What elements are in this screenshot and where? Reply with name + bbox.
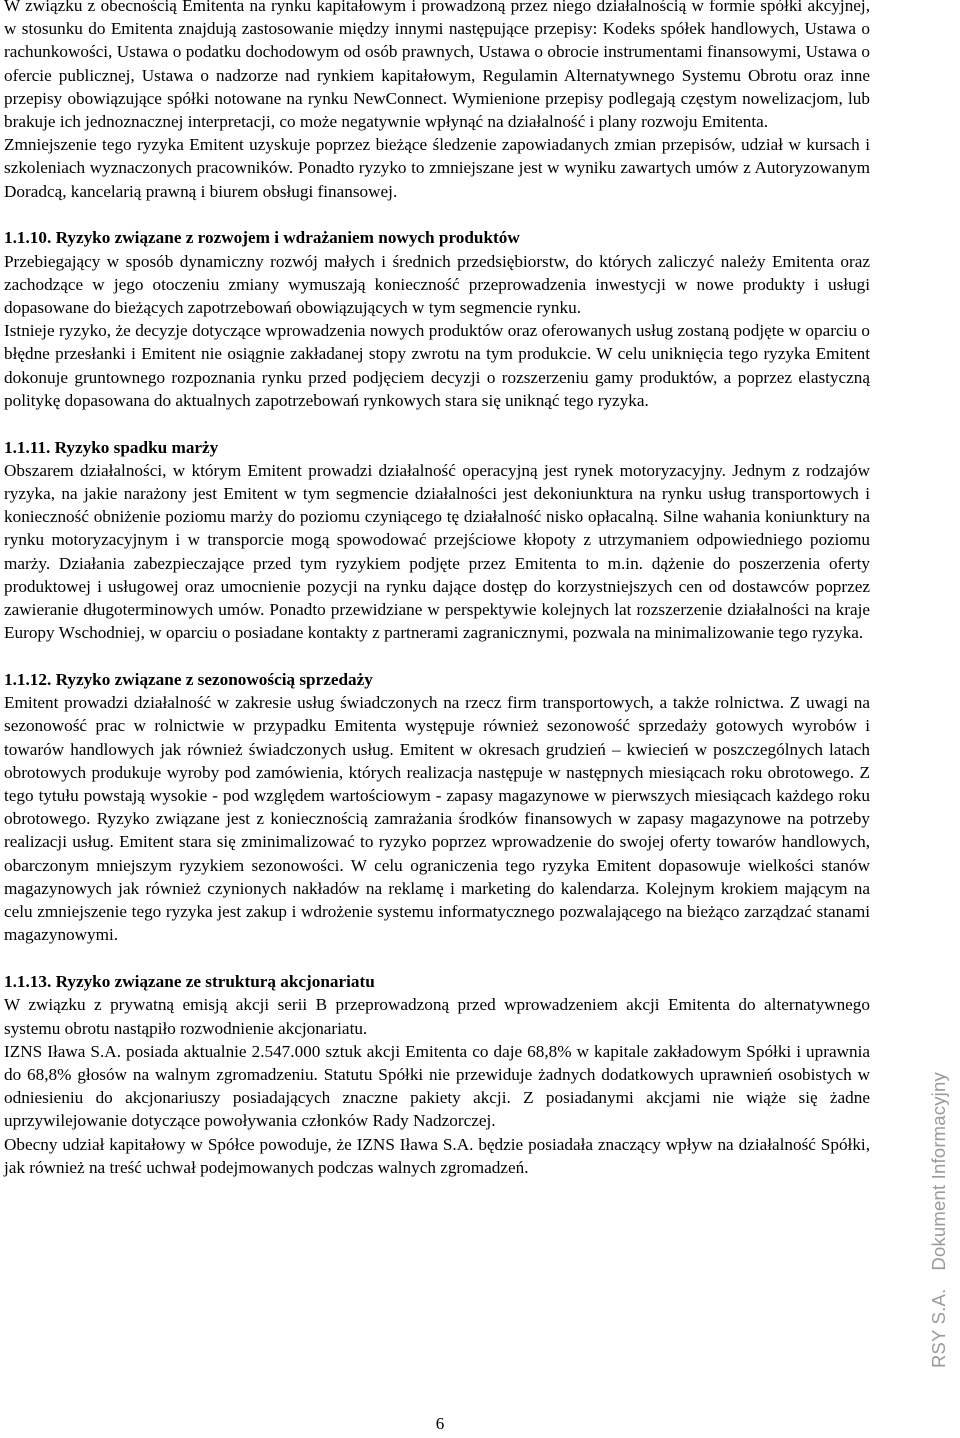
document-type: Dokument Informacyjny (928, 1072, 949, 1271)
section-1-1-10 (4, 226, 870, 412)
intro-paragraph: W związku z obecnością Emitenta na rynku kapitałowym i prowadzoną przez niego działalnością w formie spółki akcyjnej, w stosunku do Emitenta znajdują zastosowanie między innymi następujące przepisy: Kodeks spółek handlowych, Ustawa o rachunkowości, Ustawa o podatku dochodowym od osób prawnych, Ustawa o obrocie instrumentami finansowymi, Ustawa o ofercie publicznej, Ustawa o nadzorze nad rynkiem kapitałowym, Regulamin Alternatywnego Systemu Obrotu oraz inne przepisy obowiązujące spółki notowane na rynku NewConnect. Wymienione przepisy podlegają częstym nowelizacjom, lub brakuje ich jednoznacznej interpretacji, co może negatywnie wpłynąć na działalność i plany rozwoju Emitenta. (4, 0, 870, 132)
page-number: 6 (435, 1414, 445, 1433)
intro-paragraph: Zmniejszenie tego ryzyka Emitent uzyskuje poprzez bieżące śledzenie zapowiadanych zmian przepisów, udział w kursach i szkoleniach wyznaczonych pracowników. Ponadto ryzyko to zmniejszane jest w wyniku zawartych umów z Autoryzowanym Doradcą, kancelarią prawną i biurem obsługi finansowej. (4, 135, 870, 201)
section-paragraph: Obszarem działalności, w którym Emitent prowadzi działalność operacyjną jest rynek motoryzacyjny. Jednym z rodzajów ryzyka, na jakie narażony jest Emitent w tym segmencie działalności jest dekoniunktura na rynku usług transportowych i konieczność obniżenie poziomu marży do poziomu czyniącego tę działalność nisko opłacalną. Silne wahania koniunktury na rynku motoryzacyjnym i w transporcie mogą spowodować przejściowe kłopoty z utrzymaniem odpowiedniego poziomu marży. Działania zabezpieczające przed tym ryzykiem podjęte przez Emitenta to m.in. dążenie do poszerzenia oferty produktowej i usługowej oraz umocnienie pozycji na rynku dające dostęp do korzystniejszych cen od dostawców poprzez zawieranie długoterminowych umów. Ponadto przewidziane w perspektywie kolejnych lat rozszerzenie działalności na kraje Europy Wschodniej, w oparciu o posiadane kontakty z partnerami zagranicznymi, pozwala na minimalizowanie tego ryzyka. (4, 460, 870, 643)
document-body (4, 0, 870, 1179)
section-1-1-11 (4, 436, 870, 645)
section-heading: 1.1.12. Ryzyko związane z sezonowością sprzedaży (4, 670, 373, 690)
side-document-label (928, 1028, 950, 1368)
section-paragraph: Obecny udział kapitałowy w Spółce powoduje, że IZNS Iława S.A. będzie posiadała znaczący wpływ na działalność Spółki, jak również na treść uchwał podejmowanych podczas walnych zgromadzeń. (4, 1134, 870, 1177)
section-paragraph: IZNS Iława S.A. posiada aktualnie 2.547.000 sztuk akcji Emitenta co daje 68,8% w kapitale zakładowym Spółki i uprawnia do 68,8% głosów na walnym zgromadzeniu. Statutu Spółki nie przewiduje żadnych dodatkowych uprawnień osobistych w odniesieniu do akcjonariuszy posiadających znaczne pakiety akcji. Z posiadanymi akcjami nie wiąże się żadne uprzywilejowanie dotyczące powoływania członków Rady Nadzorczej. (4, 1041, 870, 1131)
section-heading: 1.1.11. Ryzyko spadku marży (4, 437, 219, 457)
section-1-1-13 (4, 970, 870, 1179)
section-paragraph: Przebiegający w sposób dynamiczny rozwój małych i średnich przedsiębiorstw, do których zaliczyć należy Emitenta oraz zachodzące w jego otoczeniu zmiany wymuszają konieczność przeprowadzenia inwestycji w nowe produkty i usługi dopasowane do bieżących zapotrzebowań obowiązujących w tym segmencie rynku. (4, 251, 870, 318)
company-name: RSY S.A. (928, 1288, 949, 1368)
section-paragraph: Istnieje ryzyko, że decyzje dotyczące wprowadzenia nowych produktów oraz oferowanych usług zostaną podjęte w oparciu o błędne przesłanki i Emitent nie osiągnie zakładanej stopy zwrotu na tym produkcie. W celu uniknięcia tego ryzyka Emitent dokonuje gruntownego rozpoznania rynku przed podjęciem decyzji o rozszerzeniu gamy produktów, a poprzez elastyczną politykę dopasowana do aktualnych zapotrzebowań rynkowych stara się uniknąć tego ryzyka. (4, 321, 870, 410)
section-paragraph: W związku z prywatną emisją akcji serii B przeprowadzoną przed wprowadzeniem akcji Emitenta do alternatywnego systemu obrotu nastąpiło rozwodnienie akcjonariatu. (4, 995, 870, 1038)
section-heading: 1.1.13. Ryzyko związane ze strukturą akcjonariatu (4, 972, 375, 992)
section-paragraph: Emitent prowadzi działalność w zakresie usług świadczonych na rzecz firm transportowych, a także rolnictwa. Z uwagi na sezonowość prac w rolnictwie w przypadku Emitenta występuje również sezonowość sprzedaży gotowych wyrobów i towarów handlowych jak również świadczonych usług. Emitent w okresach grudzień – kwiecień w poszczególnych latach obrotowych produkuje wyroby pod zamówienia, których realizacja następuje w następnych miesiącach roku obrotowego. Z tego tytułu powstają wysokie - pod względem wartościowym - zapasy magazynowe w pierwszych miesiącach każdego roku obrotowego. Ryzyko związane jest z koniecznością zamrażania środków finansowych w zapasy magazynowe na potrzeby realizacji usług. Emitent stara się zminimalizować to ryzyko poprzez wprowadzenie do swojej oferty towarów handlowych, obarczonym mniejszym ryzykiem sezonowości. W celu ograniczenia tego ryzyka Emitent dopasowuje wielkości stanów magazynowych jak również czynionych nakładów na reklamę i marketing do kalendarza. Kolejnym krokiem mającym na celu zmniejszenie tego ryzyka jest zakup i wdrożenie systemu informatycznego pozwalającego na bieżąco zarządzać stanami magazynowymi. (4, 693, 870, 945)
section-1-1-12 (4, 668, 870, 946)
section-heading: 1.1.10. Ryzyko związane z rozwojem i wdrażaniem nowych produktów (4, 228, 520, 248)
